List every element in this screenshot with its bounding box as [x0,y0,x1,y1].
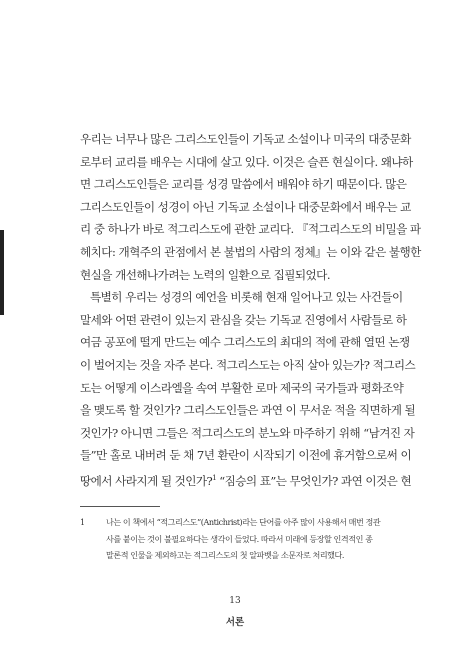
body-line: 것인가? 아니면 그들은 적그리스도의 분노와 마주하기 위해 “남겨진 자 [80,425,415,440]
body-line: 그리스도인들이 성경이 아닌 기독교 소설이나 대중문화에서 배우는 교 [80,199,411,214]
body-line: 우리는 너무나 많은 그리스도인들이 기독교 소설이나 미국의 대중문화 [80,132,411,146]
running-footer: 서론 [225,617,245,628]
body-line: 헤치다: 개혁주의 관점에서 본 불법의 사람의 정체』는 이와 같은 불행한 [80,244,421,259]
footnote-line: 사를 붙이는 것이 불필요하다는 생각이 들었다. 따라서 미래에 등장할 인격적인 종 [106,533,373,544]
body-line-text: “짐승의 표”는 무엇인가? 과연 이것은 현 [216,473,412,488]
body-line: 여금 공포에 떨게 만드는 예수 그리스도의 최대의 적에 관해 열띤 논쟁 [80,335,410,350]
page-number: 13 [229,596,241,606]
body-line: 현실을 개선해나가려는 노력의 일환으로 집필되었다. [80,267,330,282]
body-line [80,467,432,490]
body-text [80,128,432,490]
page-edge-bar [0,230,4,315]
body-line: 들”만 홀로 내버려 둔 채 7년 환란이 시작되기 이전에 휴거함으로써 이 [80,448,412,463]
footnote-line: 말론적 인물을 제외하고는 적그리스도의 첫 알파벳을 소문자로 처리했다. [106,550,345,560]
footnote-reference: 1 [212,473,217,482]
footnote-text [106,514,436,564]
body-line: 면 그리스도인들은 교리를 성경 말씀에서 배워야 하기 때문이다. 많은 [80,177,407,192]
body-line: 을 맺도록 할 것인가? 그리스도인들은 과연 이 무서운 적을 직면하게 될 [80,403,416,418]
body-line: 리 중 하나가 바로 적그리스도에 관한 교리다. 『적그리스도의 비밀을 파 [80,222,421,237]
footnote-divider [80,506,160,507]
footnote-number: 1 [80,517,86,527]
body-line: 말세와 어떤 관련이 있는지 관심을 갖는 기독교 진영에서 사람들로 하 [80,312,407,327]
body-line: 특별히 우리는 성경의 예언을 비롯해 현재 일어나고 있는 사건들이 [90,290,403,305]
body-line: 로부터 교리를 배우는 시대에 살고 있다. 이것은 슬픈 현실이다. 왜냐하 [80,154,413,169]
body-line: 도는 어떻게 이스라엘을 속여 부활한 로마 제국의 국가들과 평화조약 [80,380,404,395]
footnote-line: 나는 이 책에서 “적그리스도”(Antichrist)라는 단어를 아주 많이 사용해서 매번 정관 [106,517,381,527]
body-line-text: 땅에서 사라지게 될 것인가? [80,473,213,488]
body-line: 이 벌어지는 것을 자주 본다. 적그리스도는 아직 살아 있는가? 적그리스 [80,357,416,372]
